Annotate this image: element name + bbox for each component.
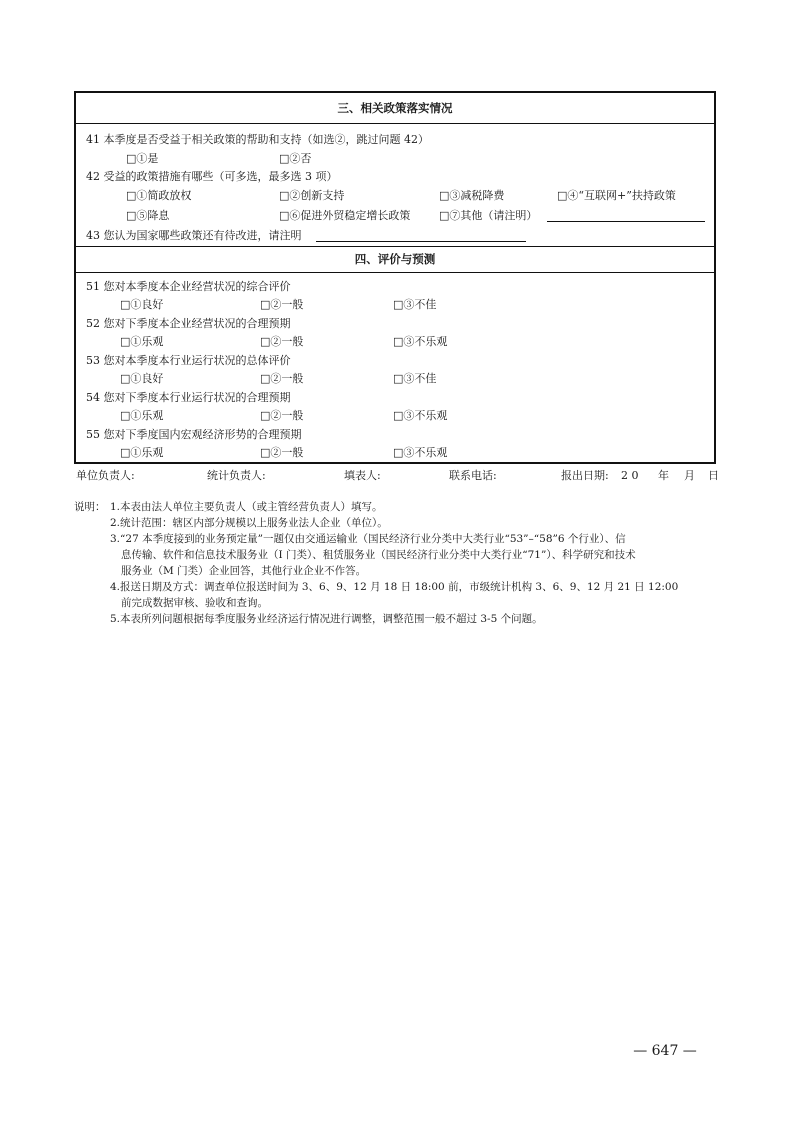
divider	[76, 123, 714, 124]
q42-option-2[interactable]: □②创新支持	[279, 189, 345, 202]
note-item: 4.报送日期及方式：调查单位报送时间为 3、6、9、12 月 18 日 18:00 前，市级统计机构 3、6、9、12 月 21 日 12:00	[110, 581, 679, 593]
q54-option-1[interactable]: □①乐观	[120, 409, 164, 422]
month-label: 月	[684, 469, 695, 482]
filler-label: 填表人:	[344, 469, 381, 482]
q42-option-3[interactable]: □③减税降费	[439, 189, 505, 202]
survey-form-table	[74, 91, 716, 464]
note-item-continued: 服务业（M 门类）企业回答，其他行业企业不作答。	[121, 565, 367, 577]
divider	[76, 272, 714, 273]
page-number: — 647 —	[633, 1043, 697, 1059]
stat-head-label: 统计负责人:	[207, 469, 266, 482]
q42-option-7[interactable]: □⑦其他（请注明）	[439, 209, 538, 222]
section3-title: 三、相关政策落实情况	[337, 101, 453, 115]
q51-option-1[interactable]: □①良好	[120, 298, 164, 311]
note-item: 3.“27 本季度接到的业务预定量”一题仅由交通运输业（国民经济行业分类中大类行业“53”–“58”6 个行业）、信	[110, 533, 626, 545]
q41-text: 41 本季度是否受益于相关政策的帮助和支持（如选②，跳过问题 42）	[86, 133, 429, 146]
q52-text: 52 您对下季度本企业经营状况的合理预期	[86, 317, 291, 330]
q53-option-1[interactable]: □①良好	[120, 372, 164, 385]
phone-label: 联系电话:	[449, 469, 497, 482]
q52-option-3[interactable]: □③不乐观	[393, 335, 448, 348]
q55-option-3[interactable]: □③不乐观	[393, 446, 448, 459]
q54-option-2[interactable]: □②一般	[260, 409, 304, 422]
q52-option-2[interactable]: □②一般	[260, 335, 304, 348]
section4-title: 四、评价与预测	[354, 252, 436, 266]
q53-option-2[interactable]: □②一般	[260, 372, 304, 385]
notes-label: 说明：	[74, 501, 106, 513]
q55-option-1[interactable]: □①乐观	[120, 446, 164, 459]
q42-option-5[interactable]: □⑤降息	[126, 209, 170, 222]
q53-text: 53 您对本季度本行业运行状况的总体评价	[86, 354, 291, 367]
q52-option-1[interactable]: □①乐观	[120, 335, 164, 348]
q42-option-6[interactable]: □⑥促进外贸稳定增长政策	[279, 209, 411, 222]
q42-other-blank[interactable]	[547, 209, 705, 222]
year-prefix: 2 0	[621, 469, 639, 482]
q51-option-2[interactable]: □②一般	[260, 298, 304, 311]
q55-text: 55 您对下季度国内宏观经济形势的合理预期	[86, 428, 302, 441]
report-date-label: 报出日期:	[561, 469, 609, 482]
q41-option-no[interactable]: □②否	[279, 152, 312, 165]
q54-text: 54 您对下季度本行业运行状况的合理预期	[86, 391, 291, 404]
signature-row	[76, 469, 718, 485]
q54-option-3[interactable]: □③不乐观	[393, 409, 448, 422]
q42-option-4[interactable]: □④“互联网+”扶持政策	[557, 189, 676, 202]
q43-text: 43 您认为国家哪些政策还有待改进，请注明	[86, 229, 302, 242]
note-item-continued: 前完成数据审核、验收和查询。	[121, 597, 268, 609]
note-item: 1.本表由法人单位主要负责人（或主管经营负责人）填写。	[110, 501, 383, 513]
unit-head-label: 单位负责人:	[76, 469, 135, 482]
q42-option-1[interactable]: □①简政放权	[126, 189, 192, 202]
q53-option-3[interactable]: □③不佳	[393, 372, 437, 385]
q42-text: 42 受益的政策措施有哪些（可多选，最多选 3 项）	[86, 170, 338, 183]
note-item-continued: 息传输、软件和信息技术服务业（I 门类）、租赁服务业（国民经济行业分类中大类行业“71”）、科学研究和技术	[121, 549, 636, 561]
day-label: 日	[708, 469, 719, 482]
note-item: 2.统计范围：辖区内部分规模以上服务业法人企业（单位）。	[110, 517, 388, 529]
year-label: 年	[658, 469, 669, 482]
q41-option-yes[interactable]: □①是	[126, 152, 159, 165]
q43-answer-blank[interactable]	[316, 229, 526, 242]
q51-option-3[interactable]: □③不佳	[393, 298, 437, 311]
note-item: 5.本表所列问题根据每季度服务业经济运行情况进行调整，调整范围一般不超过 3-5 个问题。	[110, 613, 543, 625]
q51-text: 51 您对本季度本企业经营状况的综合评价	[86, 280, 291, 293]
q55-option-2[interactable]: □②一般	[260, 446, 304, 459]
